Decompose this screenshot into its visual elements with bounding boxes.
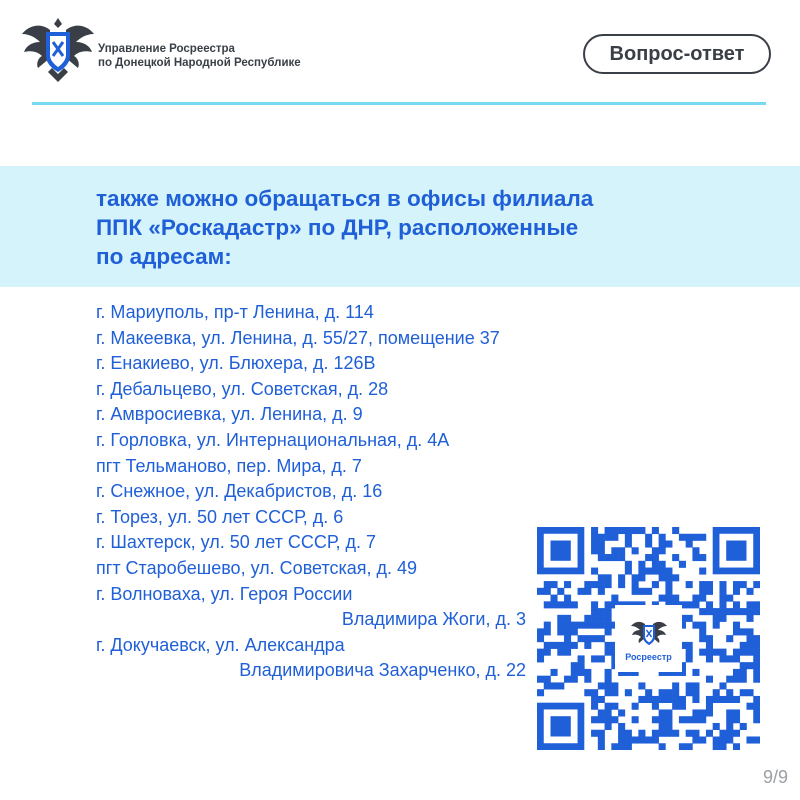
info-banner bbox=[0, 166, 800, 287]
address-debaltsevo: г. Дебальцево, ул. Советская, д. 28 bbox=[96, 378, 389, 399]
qr-emblem-label: Росреестр bbox=[625, 652, 672, 662]
address-torez: г. Торез, ул. 50 лет СССР, д. 6 bbox=[96, 506, 344, 527]
address-enakievo: г. Енакиево, ул. Блюхера, д. 126В bbox=[96, 353, 376, 374]
rosreestr-emblem-small-icon bbox=[629, 615, 669, 651]
banner-line-1: также можно обращаться в офисы филиала bbox=[96, 186, 594, 211]
header bbox=[0, 0, 800, 110]
qa-badge: Вопрос-ответ bbox=[583, 34, 771, 74]
page-number: 9/9 bbox=[762, 767, 788, 787]
header-divider bbox=[32, 102, 766, 105]
banner-text bbox=[96, 184, 776, 271]
banner-line-2: ППК «Роскадастр» по ДНР, расположенные bbox=[96, 215, 579, 240]
address-snezhnoe: г. Снежное, ул. Декабристов, д. 16 bbox=[96, 481, 383, 502]
address-starobeshevo: пгт Старобешево, ул. Советская, д. 49 bbox=[96, 557, 418, 578]
banner-line-3: по адресам: bbox=[96, 244, 232, 269]
address-shakhtersk: г. Шахтерск, ул. 50 лет СССР, д. 7 bbox=[96, 532, 377, 553]
address-makeevka: г. Макеевка, ул. Ленина, д. 55/27, помещение 37 bbox=[96, 327, 500, 348]
address-dokuchaevsk: г. Докучаевск, ул. Александра bbox=[96, 634, 345, 655]
organization-name bbox=[98, 42, 301, 70]
org-name-line-1: Управление Росреестра bbox=[98, 43, 235, 55]
address-volnovakha-cont: Владимира Жоги, д. 3 bbox=[341, 609, 526, 630]
address-dokuchaevsk-cont: Владимировича Захарченко, д. 22 bbox=[239, 660, 526, 681]
address-volnovakha: г. Волноваха, ул. Героя России bbox=[96, 583, 353, 604]
address-amvrosievka: г. Амвросиевка, ул. Ленина, д. 9 bbox=[96, 404, 363, 425]
address-list bbox=[96, 300, 526, 684]
rosreestr-emblem-icon bbox=[20, 12, 96, 84]
qr-code[interactable] bbox=[537, 527, 760, 750]
address-mariupol: г. Мариуполь, пр-т Ленина, д. 114 bbox=[96, 302, 374, 322]
address-telmanovo: пгт Тельманово, пер. Мира, д. 7 bbox=[96, 455, 362, 476]
address-gorlovka: г. Горловка, ул. Интернациональная, д. 4А bbox=[96, 429, 450, 450]
qr-center-emblem bbox=[615, 605, 682, 672]
org-name-line-2: по Донецкой Народной Республике bbox=[98, 57, 301, 69]
